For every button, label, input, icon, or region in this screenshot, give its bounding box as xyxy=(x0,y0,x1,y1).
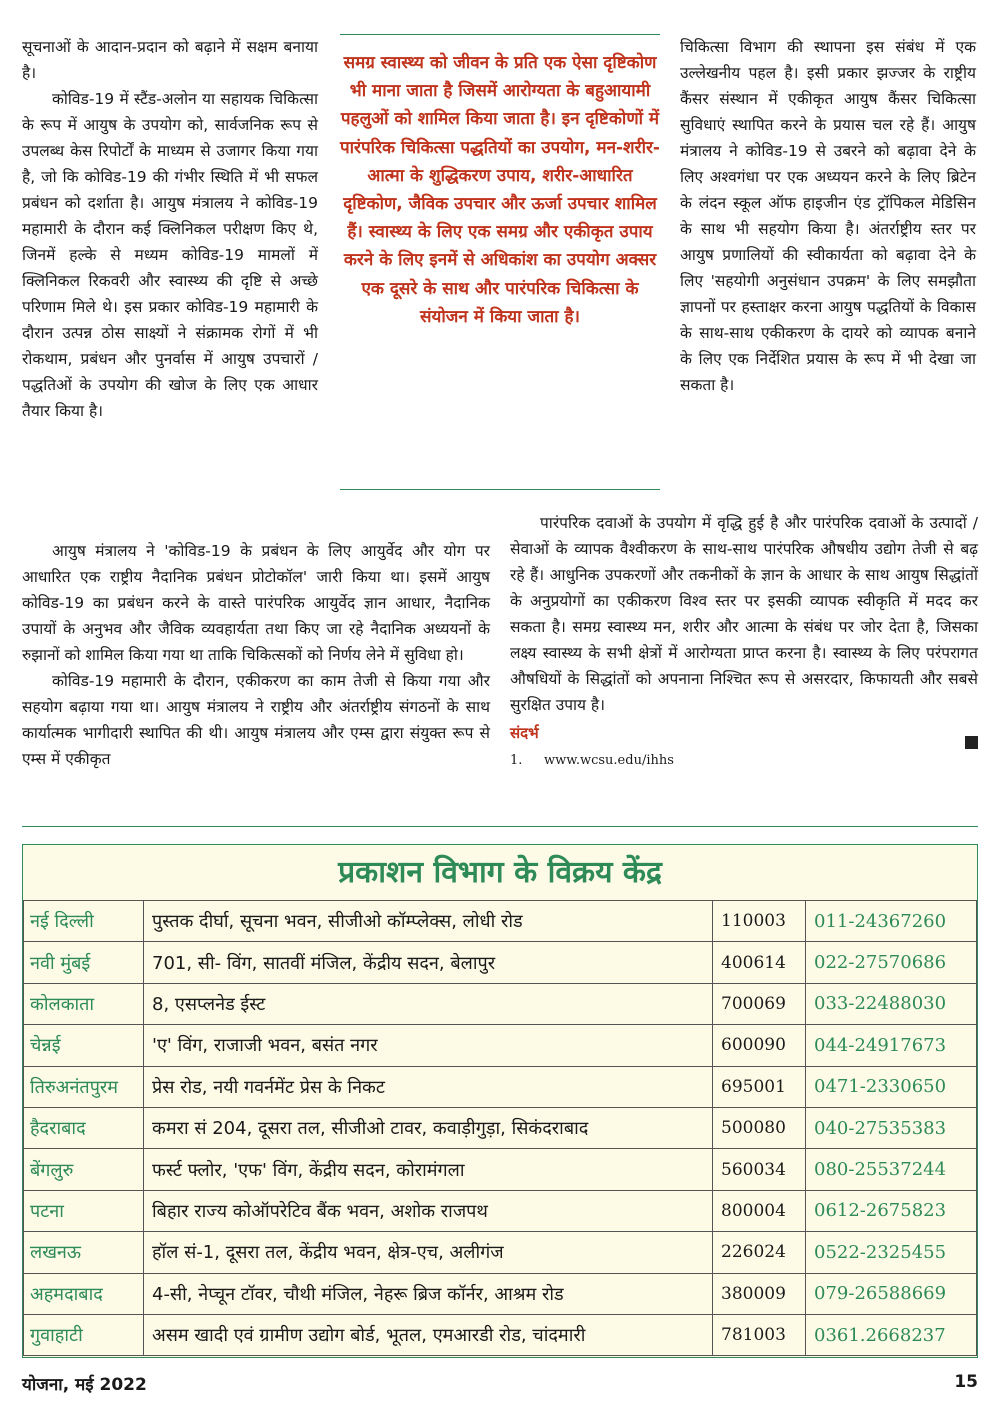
city-cell: गुवाहाटी xyxy=(24,1314,144,1355)
end-of-article-mark xyxy=(965,736,978,749)
pin-cell: 380009 xyxy=(713,1273,806,1314)
table-row xyxy=(24,1190,977,1231)
table-row xyxy=(24,1025,977,1066)
paragraph: सूचनाओं के आदान-प्रदान को बढ़ाने में सक्षम बनाया है। xyxy=(22,38,318,82)
sales-centres-title: प्रकाशन विभाग के विक्रय केंद्र xyxy=(338,855,662,890)
address-cell: बिहार राज्य कोऑपरेटिव बैंक भवन, अशोक राजपथ xyxy=(144,1190,713,1231)
phone-cell: 080-25537244 xyxy=(806,1149,977,1190)
pin-cell: 695001 xyxy=(713,1066,806,1107)
pin-cell: 500080 xyxy=(713,1107,806,1148)
address-cell: प्रेस रोड, नयी गवर्नमेंट प्रेस के निकट xyxy=(144,1066,713,1107)
city-cell: कोलकाता xyxy=(24,983,144,1024)
pin-cell: 700069 xyxy=(713,983,806,1024)
address-cell: असम खादी एवं ग्रामीण उद्योग बोर्ड, भूतल, एमआरडी रोड, चांदमारी xyxy=(144,1314,713,1355)
phone-cell: 022-27570686 xyxy=(806,942,977,983)
references-heading: संदर्भ xyxy=(510,724,539,742)
pull-quote-text: समग्र स्वास्थ्य को जीवन के प्रति एक ऐसा दृष्टिकोण भी माना जाता है जिसमें आरोग्यता के बहुआयामी पहलुओं को शामिल किया जाता है। इन दृष्टिकोणों में पारंपरिक चिकित्सा पद्धतियों का उपयोग, मन-शरीर-आत्मा के शुद्धिकरण उपाय, शरीर-आधारित दृष्टिकोण, जैविक उपचार और ऊर्जा उपचार शामिल हैं। स्वास्थ्य के लिए एक समग्र और एकीकृत उपाय करने के लिए इनमें से अधिकांश का उपयोग अक्सर एक दूसरे के साथ और पारंपरिक चिकित्सा के संयोजन में किया जाता है। xyxy=(340,53,660,327)
city-cell: पटना xyxy=(24,1190,144,1231)
table-row xyxy=(24,1273,977,1314)
phone-cell: 0471-2330650 xyxy=(806,1066,977,1107)
footer-publication: योजना, मई 2022 xyxy=(22,1375,147,1395)
city-cell: चेन्नई xyxy=(24,1025,144,1066)
address-cell: 701, सी- विंग, सातवीं मंजिल, केंद्रीय सदन, बेलापुर xyxy=(144,942,713,983)
paragraph: चिकित्सा विभाग की स्थापना इस संबंध में एक उल्लेखनीय पहल है। इसी प्रकार झज्जर के राष्ट्रीय कैंसर संस्थान में एकीकृत आयुष कैंसर चिकित्सा सुविधाएं स्थापित करने के प्रयास चल रहे हैं। आयुष मंत्रालय ने कोविड-19 से उबरने को बढ़ावा देने के लिए अश्वगंधा पर एक अध्ययन करने के लिए ब्रिटेन के लंदन स्कूल ऑफ हाइजीन एंड ट्रॉपिकल मेडिसिन के साथ भी सहयोग किया है। अंतर्राष्ट्रीय स्तर पर आयुष प्रणालियों की स्वीकार्यता को बढ़ावा देने के लिए 'सहयोगी अनुसंधान उपक्रम' के लिए समझौता ज्ञापनों पर हस्ताक्षर करना आयुष पद्धतियों के विकास के साथ-साथ एकीकरण के दायरे को व्यापक बनाने के लिए एक निर्देशित प्रयास के रूप में भी देखा जा सकता है। xyxy=(680,38,976,394)
city-cell: लखनऊ xyxy=(24,1232,144,1273)
city-cell: बेंगलुरु xyxy=(24,1149,144,1190)
address-cell: 'ए' विंग, राजाजी भवन, बसंत नगर xyxy=(144,1025,713,1066)
address-cell: 8, एसप्लनेड ईस्ट xyxy=(144,983,713,1024)
address-cell: 4-सी, नेप्चून टॉवर, चौथी मंजिल, नेहरू ब्रिज कॉर्नर, आश्रम रोड xyxy=(144,1273,713,1314)
phone-cell: 040-27535383 xyxy=(806,1107,977,1148)
article-left-column xyxy=(22,34,318,424)
pin-cell: 226024 xyxy=(713,1232,806,1273)
pin-cell: 781003 xyxy=(713,1314,806,1355)
city-cell: तिरुअनंतपुरम xyxy=(24,1066,144,1107)
pin-cell: 560034 xyxy=(713,1149,806,1190)
pin-cell: 110003 xyxy=(713,901,806,942)
paragraph: पारंपरिक दवाओं के उपयोग में वृद्धि हुई है और पारंपरिक दवाओं के उत्पादों / सेवाओं के व्यापक वैश्वीकरण के साथ-साथ पारंपरिक औषधीय उद्योग तेजी से बढ़ रहे हैं। आधुनिक उपकरणों और तकनीकों के ज्ञान के आधार के साथ आयुष सिद्धांतों के अनुप्रयोगों का एकीकरण विश्व स्तर पर इसकी व्यापक स्वीकृति में मदद कर सकता है। समग्र स्वास्थ्य मन, शरीर और आत्मा के संबंध पर जोर देता है, जिसका लक्ष्य स्वास्थ्य के सभी क्षेत्रों में आरोग्यता प्राप्त करना है। स्वास्थ्य के लिए परंपरागत औषधियों के सिद्धांतों को अपनाना निश्चित रूप से असरदार, किफायती और सबसे सुरक्षित उपाय है। xyxy=(510,514,978,714)
article-bottom-right xyxy=(510,510,978,774)
pin-cell: 600090 xyxy=(713,1025,806,1066)
pull-quote xyxy=(340,34,660,490)
table-row xyxy=(24,983,977,1024)
city-cell: नई दिल्ली xyxy=(24,901,144,942)
article-right-column xyxy=(680,34,976,398)
reference-item xyxy=(510,748,978,774)
phone-cell: 0361.2668237 xyxy=(806,1314,977,1355)
address-cell: फर्स्ट फ्लोर, 'एफ' विंग, केंद्रीय सदन, कोरामंगला xyxy=(144,1149,713,1190)
table-row xyxy=(24,1149,977,1190)
address-cell: हॉल सं-1, दूसरा तल, केंद्रीय भवन, क्षेत्र-एच, अलीगंज xyxy=(144,1232,713,1273)
table-row xyxy=(24,901,977,942)
phone-cell: 033-22488030 xyxy=(806,983,977,1024)
phone-cell: 0612-2675823 xyxy=(806,1190,977,1231)
table-row xyxy=(24,1066,977,1107)
address-cell: पुस्तक दीर्घा, सूचना भवन, सीजीओ कॉम्प्लेक्स, लोधी रोड xyxy=(144,901,713,942)
table-row xyxy=(24,1314,977,1355)
paragraph: कोविड-19 महामारी के दौरान, एकीकरण का काम तेजी से किया गया और सहयोग बढ़ाया गया था। आयुष मंत्रालय ने राष्ट्रीय और अंतर्राष्ट्रीय संगठनों के साथ कार्यात्मक भागीदारी स्थापित की थी। आयुष मंत्रालय और एम्स द्वारा संयुक्त रूप से एम्स में एकीकृत xyxy=(22,672,490,768)
address-cell: कमरा सं 204, दूसरा तल, सीजीओ टावर, कवाड़ीगुड़ा, सिकंदराबाद xyxy=(144,1107,713,1148)
sales-centres-table xyxy=(23,900,977,1356)
reference-link[interactable]: www.wcsu.edu/ihhs xyxy=(544,753,674,768)
pin-cell: 800004 xyxy=(713,1190,806,1231)
city-cell: अहमदाबाद xyxy=(24,1273,144,1314)
city-cell: हैदराबाद xyxy=(24,1107,144,1148)
article-bottom-left xyxy=(22,538,490,772)
sales-centres-box xyxy=(22,844,978,1358)
table-row xyxy=(24,1232,977,1273)
pin-cell: 400614 xyxy=(713,942,806,983)
phone-cell: 011-24367260 xyxy=(806,901,977,942)
section-divider xyxy=(22,826,978,827)
phone-cell: 044-24917673 xyxy=(806,1025,977,1066)
paragraph: आयुष मंत्रालय ने 'कोविड-19 के प्रबंधन के लिए आयुर्वेद और योग पर आधारित एक राष्ट्रीय नैदानिक प्रबंधन प्रोटोकॉल' जारी किया था। इसमें आयुष कोविड-19 का प्रबंधन करने के वास्ते पारंपरिक आयुर्वेद ज्ञान आधार, नैदानिक उपायों के अनुभव और जैविक व्यवहार्यता तथा किए जा रहे नैदानिक अध्ययनों के रुझानों को शामिल किया गया था ताकि चिकित्सकों को निर्णय लेने में सुविधा हो। xyxy=(22,542,490,664)
table-row xyxy=(24,942,977,983)
city-cell: नवी मुंबई xyxy=(24,942,144,983)
phone-cell: 0522-2325455 xyxy=(806,1232,977,1273)
phone-cell: 079-26588669 xyxy=(806,1273,977,1314)
reference-number: 1. xyxy=(510,753,523,768)
page-number: 15 xyxy=(954,1372,978,1392)
table-row xyxy=(24,1107,977,1148)
paragraph: कोविड-19 में स्टैंड-अलोन या सहायक चिकित्सा के रूप में आयुष के उपयोग को, सार्वजनिक रूप से उपलब्ध केस रिपोर्टों के माध्यम से उजागर किया गया है, जो कि कोविड-19 की गंभीर स्थिति में भी सफल प्रबंधन को दर्शाता है। आयुष मंत्रालय ने कोविड-19 महामारी के दौरान कई क्लिनिकल परीक्षण किए थे, जिनमें हल्के से मध्यम कोविड-19 मामलों में क्लिनिकल रिकवरी और स्वास्थ्य की दृष्टि से अच्छे परिणाम मिले थे। इस प्रकार कोविड-19 महामारी के दौरान उत्पन्न ठोस साक्ष्यों ने संक्रामक रोगों में भी रोकथाम, प्रबंधन और पुनर्वास में आयुष उपचारों / पद्धतिओं के उपयोग की खोज के लिए एक आधार तैयार किया है। xyxy=(22,90,318,420)
